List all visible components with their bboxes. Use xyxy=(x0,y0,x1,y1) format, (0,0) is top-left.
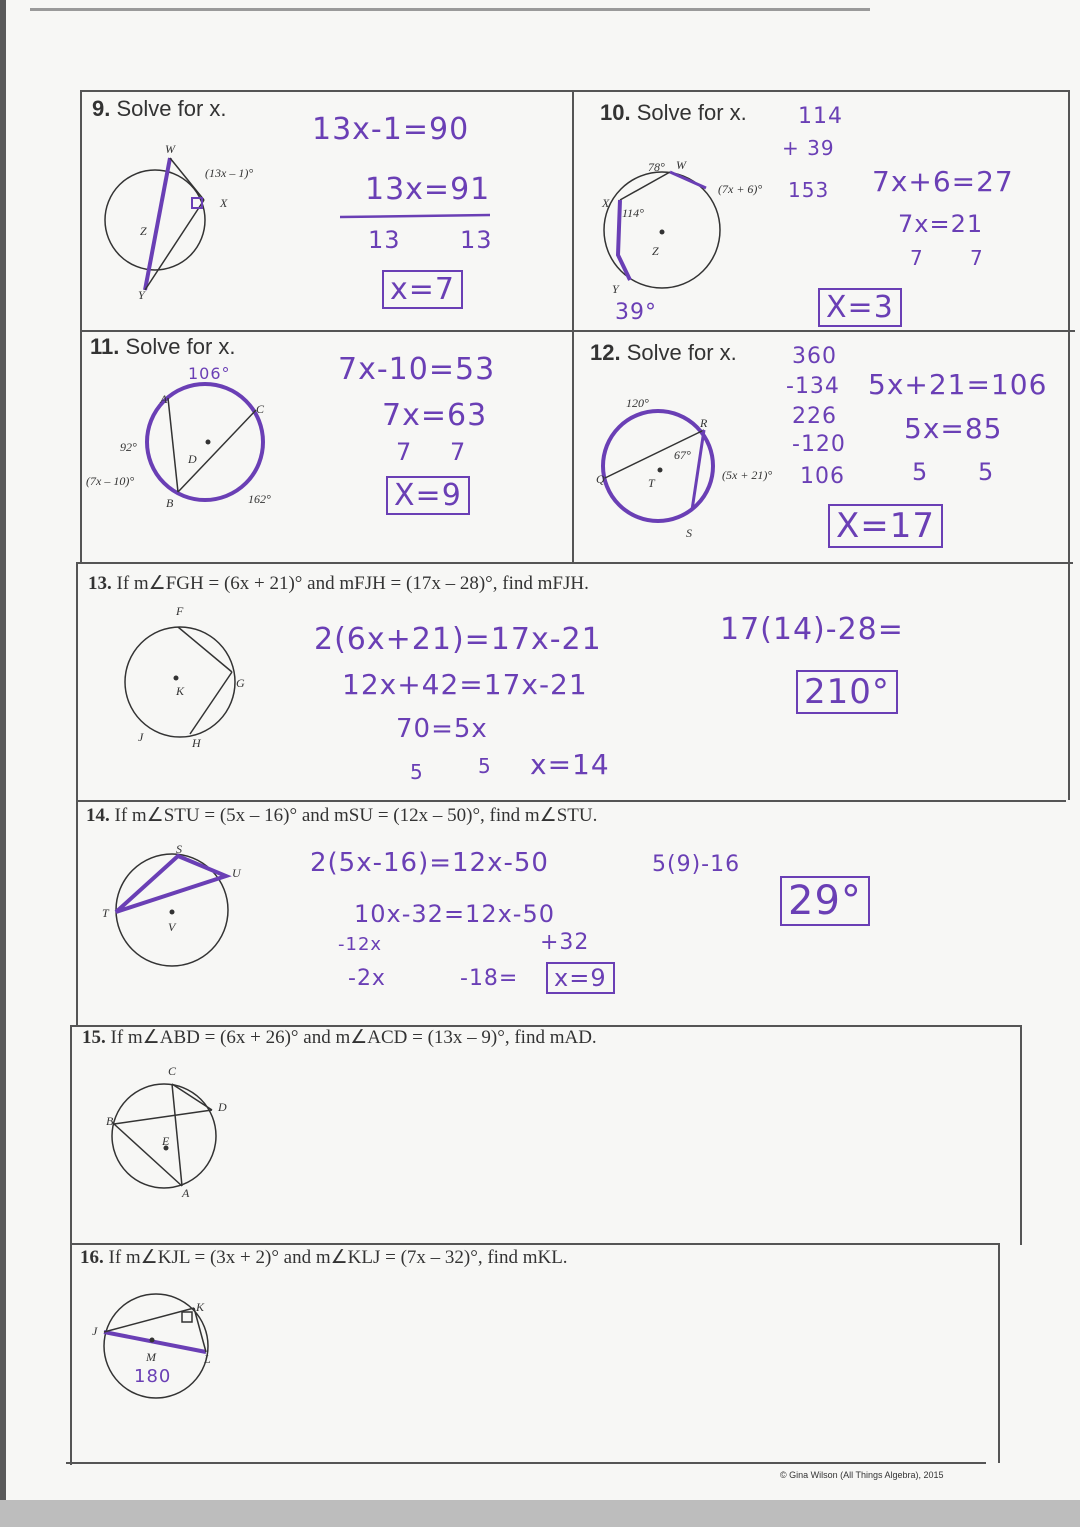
problem-title: Solve for x. xyxy=(626,340,737,365)
problem-10-figure xyxy=(600,150,740,310)
work-line: 13x-1=90 xyxy=(312,112,470,147)
work-line: 17(14)-28= xyxy=(720,612,904,647)
problem-number: 11. xyxy=(90,334,120,359)
work-line: 7x-10=53 xyxy=(338,352,496,387)
grid-line xyxy=(70,1025,72,1465)
work-line: 13 xyxy=(368,226,401,254)
work-line: 5 xyxy=(978,458,995,486)
work-line: 360 xyxy=(792,344,837,369)
label-x: X xyxy=(220,196,228,210)
label-z: Z xyxy=(140,224,147,238)
label-d: D xyxy=(218,1100,227,1114)
work-line: 7x=63 xyxy=(382,398,488,433)
work-line: 106° xyxy=(188,364,231,383)
problem-14-stem xyxy=(86,804,597,827)
arc-label: (7x – 10)° xyxy=(86,474,135,488)
problem-title: Solve for x. xyxy=(636,100,747,125)
label-t: T xyxy=(648,476,655,490)
work-line: 114 xyxy=(798,104,843,129)
label-162: 162° xyxy=(248,492,271,506)
work-line: + 39 xyxy=(782,136,835,160)
problem-13-stem xyxy=(88,572,589,595)
label-l: L xyxy=(204,1352,211,1366)
label-s: S xyxy=(176,842,182,856)
label-w: W xyxy=(165,142,175,156)
problem-12-figure xyxy=(600,400,730,530)
label-j: J xyxy=(138,730,144,744)
grid-line xyxy=(80,330,1075,332)
label-a: A xyxy=(182,1186,190,1200)
label-x: X xyxy=(602,196,610,210)
work-line: 5 xyxy=(410,760,424,784)
label-s: S xyxy=(686,526,692,540)
problem-15-stem xyxy=(82,1026,597,1049)
problem-number: 16. xyxy=(80,1247,104,1268)
grid-line xyxy=(66,1462,986,1464)
label-q: Q xyxy=(596,472,605,486)
work-line: 5 xyxy=(912,458,929,486)
problem-number: 15. xyxy=(82,1027,106,1048)
work-line: 13 xyxy=(460,226,493,254)
problem-text: If m∠ABD = (6x + 26)° and m∠ACD = (13x – 9)°, find mAD. xyxy=(110,1027,597,1048)
work-line: +32 xyxy=(540,930,590,955)
label-120: 120° xyxy=(626,396,649,410)
grid-line xyxy=(998,1243,1000,1463)
copyright: © Gina Wilson (All Things Algebra), 2015 xyxy=(780,1470,944,1480)
work-line: 5x=85 xyxy=(904,412,1003,445)
label-j: J xyxy=(92,1324,98,1338)
label-92: 92° xyxy=(120,440,137,454)
problem-10-heading xyxy=(600,100,747,126)
label-z: Z xyxy=(652,244,659,258)
label-e: E xyxy=(162,1134,170,1148)
answer-box: x=7 xyxy=(382,270,463,309)
grid-line xyxy=(80,90,82,563)
grid-line xyxy=(80,90,1070,92)
work-line: 5(9)-16 xyxy=(652,852,741,877)
work-line: x=14 xyxy=(530,748,610,781)
grid-line xyxy=(78,562,1073,564)
work-line: 70=5x xyxy=(396,714,488,744)
problem-9-heading xyxy=(92,96,227,122)
label-c: C xyxy=(168,1064,177,1078)
label-u: U xyxy=(232,866,241,880)
fraction-bar xyxy=(340,205,500,235)
grid-line xyxy=(76,800,1066,802)
arc-label: (13x – 1)° xyxy=(205,166,254,180)
answer-box: 29° xyxy=(780,876,870,926)
label-h: H xyxy=(192,736,201,750)
work-line: 5 xyxy=(478,754,492,778)
work-line: 7x+6=27 xyxy=(872,165,1014,198)
label-t: T xyxy=(102,906,109,920)
top-border xyxy=(30,8,870,11)
work-line: 180 xyxy=(134,1366,172,1387)
label-r: R xyxy=(700,416,708,430)
label-114: 114° xyxy=(622,206,644,220)
problem-title: Solve for x. xyxy=(125,334,236,359)
work-line: 226 xyxy=(792,404,837,429)
work-line: -134 xyxy=(786,374,840,399)
work-line: 10x-32=12x-50 xyxy=(354,900,555,928)
problem-number: 12. xyxy=(590,340,621,365)
grid-line xyxy=(1020,1025,1022,1245)
label-v: V xyxy=(168,920,176,934)
problem-number: 14. xyxy=(86,805,110,826)
label-w: W xyxy=(676,158,686,172)
work-line: 153 xyxy=(788,178,830,202)
label-a: A xyxy=(160,392,168,406)
label-c: C xyxy=(256,402,265,416)
answer-box: X=9 xyxy=(386,476,470,515)
label-y: Y xyxy=(612,282,619,296)
problem-number: 9. xyxy=(92,96,111,121)
problem-text: If m∠STU = (5x – 16)° and mSU = (12x – 50)°, find m∠STU. xyxy=(114,805,598,826)
problem-number: 10. xyxy=(600,100,631,125)
problem-text: If m∠FGH = (6x + 21)° and mFJH = (17x – 28)°, find mFJH. xyxy=(116,573,589,594)
answer-box: X=3 xyxy=(818,288,902,327)
problem-16-figure xyxy=(90,1290,230,1410)
scan-bottom-shadow xyxy=(0,1500,1080,1527)
work-line: 106 xyxy=(800,464,845,489)
problem-11-heading xyxy=(90,334,236,360)
arc-label: (7x + 6)° xyxy=(718,182,763,196)
scan-edge xyxy=(0,0,6,1527)
problem-title: Solve for x. xyxy=(116,96,227,121)
label-y: Y xyxy=(138,288,145,302)
label-g: G xyxy=(236,676,245,690)
label-67: 67° xyxy=(674,448,691,462)
work-line: 39° xyxy=(615,300,657,325)
work-line: 7 xyxy=(910,246,924,270)
work-line: 7x=21 xyxy=(898,210,984,238)
work-line: 2(5x-16)=12x-50 xyxy=(310,848,549,878)
grid-line xyxy=(572,90,574,563)
label-b: B xyxy=(166,496,174,510)
work-line: -2x xyxy=(348,966,386,991)
answer-box: X=17 xyxy=(828,504,943,548)
work-line: -120 xyxy=(792,432,846,457)
work-line: 2(6x+21)=17x-21 xyxy=(314,622,602,657)
label-b: B xyxy=(106,1114,114,1128)
grid-line xyxy=(76,562,78,1026)
work-line: 13x=91 xyxy=(365,172,491,207)
label-m: M xyxy=(146,1350,156,1364)
label-d: D xyxy=(188,452,197,466)
answer-box: x=9 xyxy=(546,962,615,994)
work-line: 7 xyxy=(450,438,467,466)
label-f: F xyxy=(176,604,184,618)
work-line: 7 xyxy=(396,438,413,466)
work-line: -18= xyxy=(460,966,519,991)
problem-number: 13. xyxy=(88,573,112,594)
label-k: K xyxy=(196,1300,205,1314)
work-line: -12x xyxy=(338,934,383,955)
arc-label: (5x + 21)° xyxy=(722,468,773,482)
label-78: 78° xyxy=(648,160,665,174)
problem-16-stem xyxy=(80,1246,568,1269)
label-k: K xyxy=(176,684,185,698)
work-line: 12x+42=17x-21 xyxy=(342,668,588,701)
grid-line xyxy=(70,1243,1000,1245)
problem-text: If m∠KJL = (3x + 2)° and m∠KLJ = (7x – 32)°, find mKL. xyxy=(108,1247,568,1268)
grid-line xyxy=(1068,90,1070,800)
answer-box: 210° xyxy=(796,670,898,714)
problem-12-heading xyxy=(590,340,737,366)
work-line: 7 xyxy=(970,246,984,270)
problem-14-figure xyxy=(100,840,250,980)
work-line: 5x+21=106 xyxy=(868,368,1048,401)
problem-15-figure xyxy=(100,1070,240,1200)
